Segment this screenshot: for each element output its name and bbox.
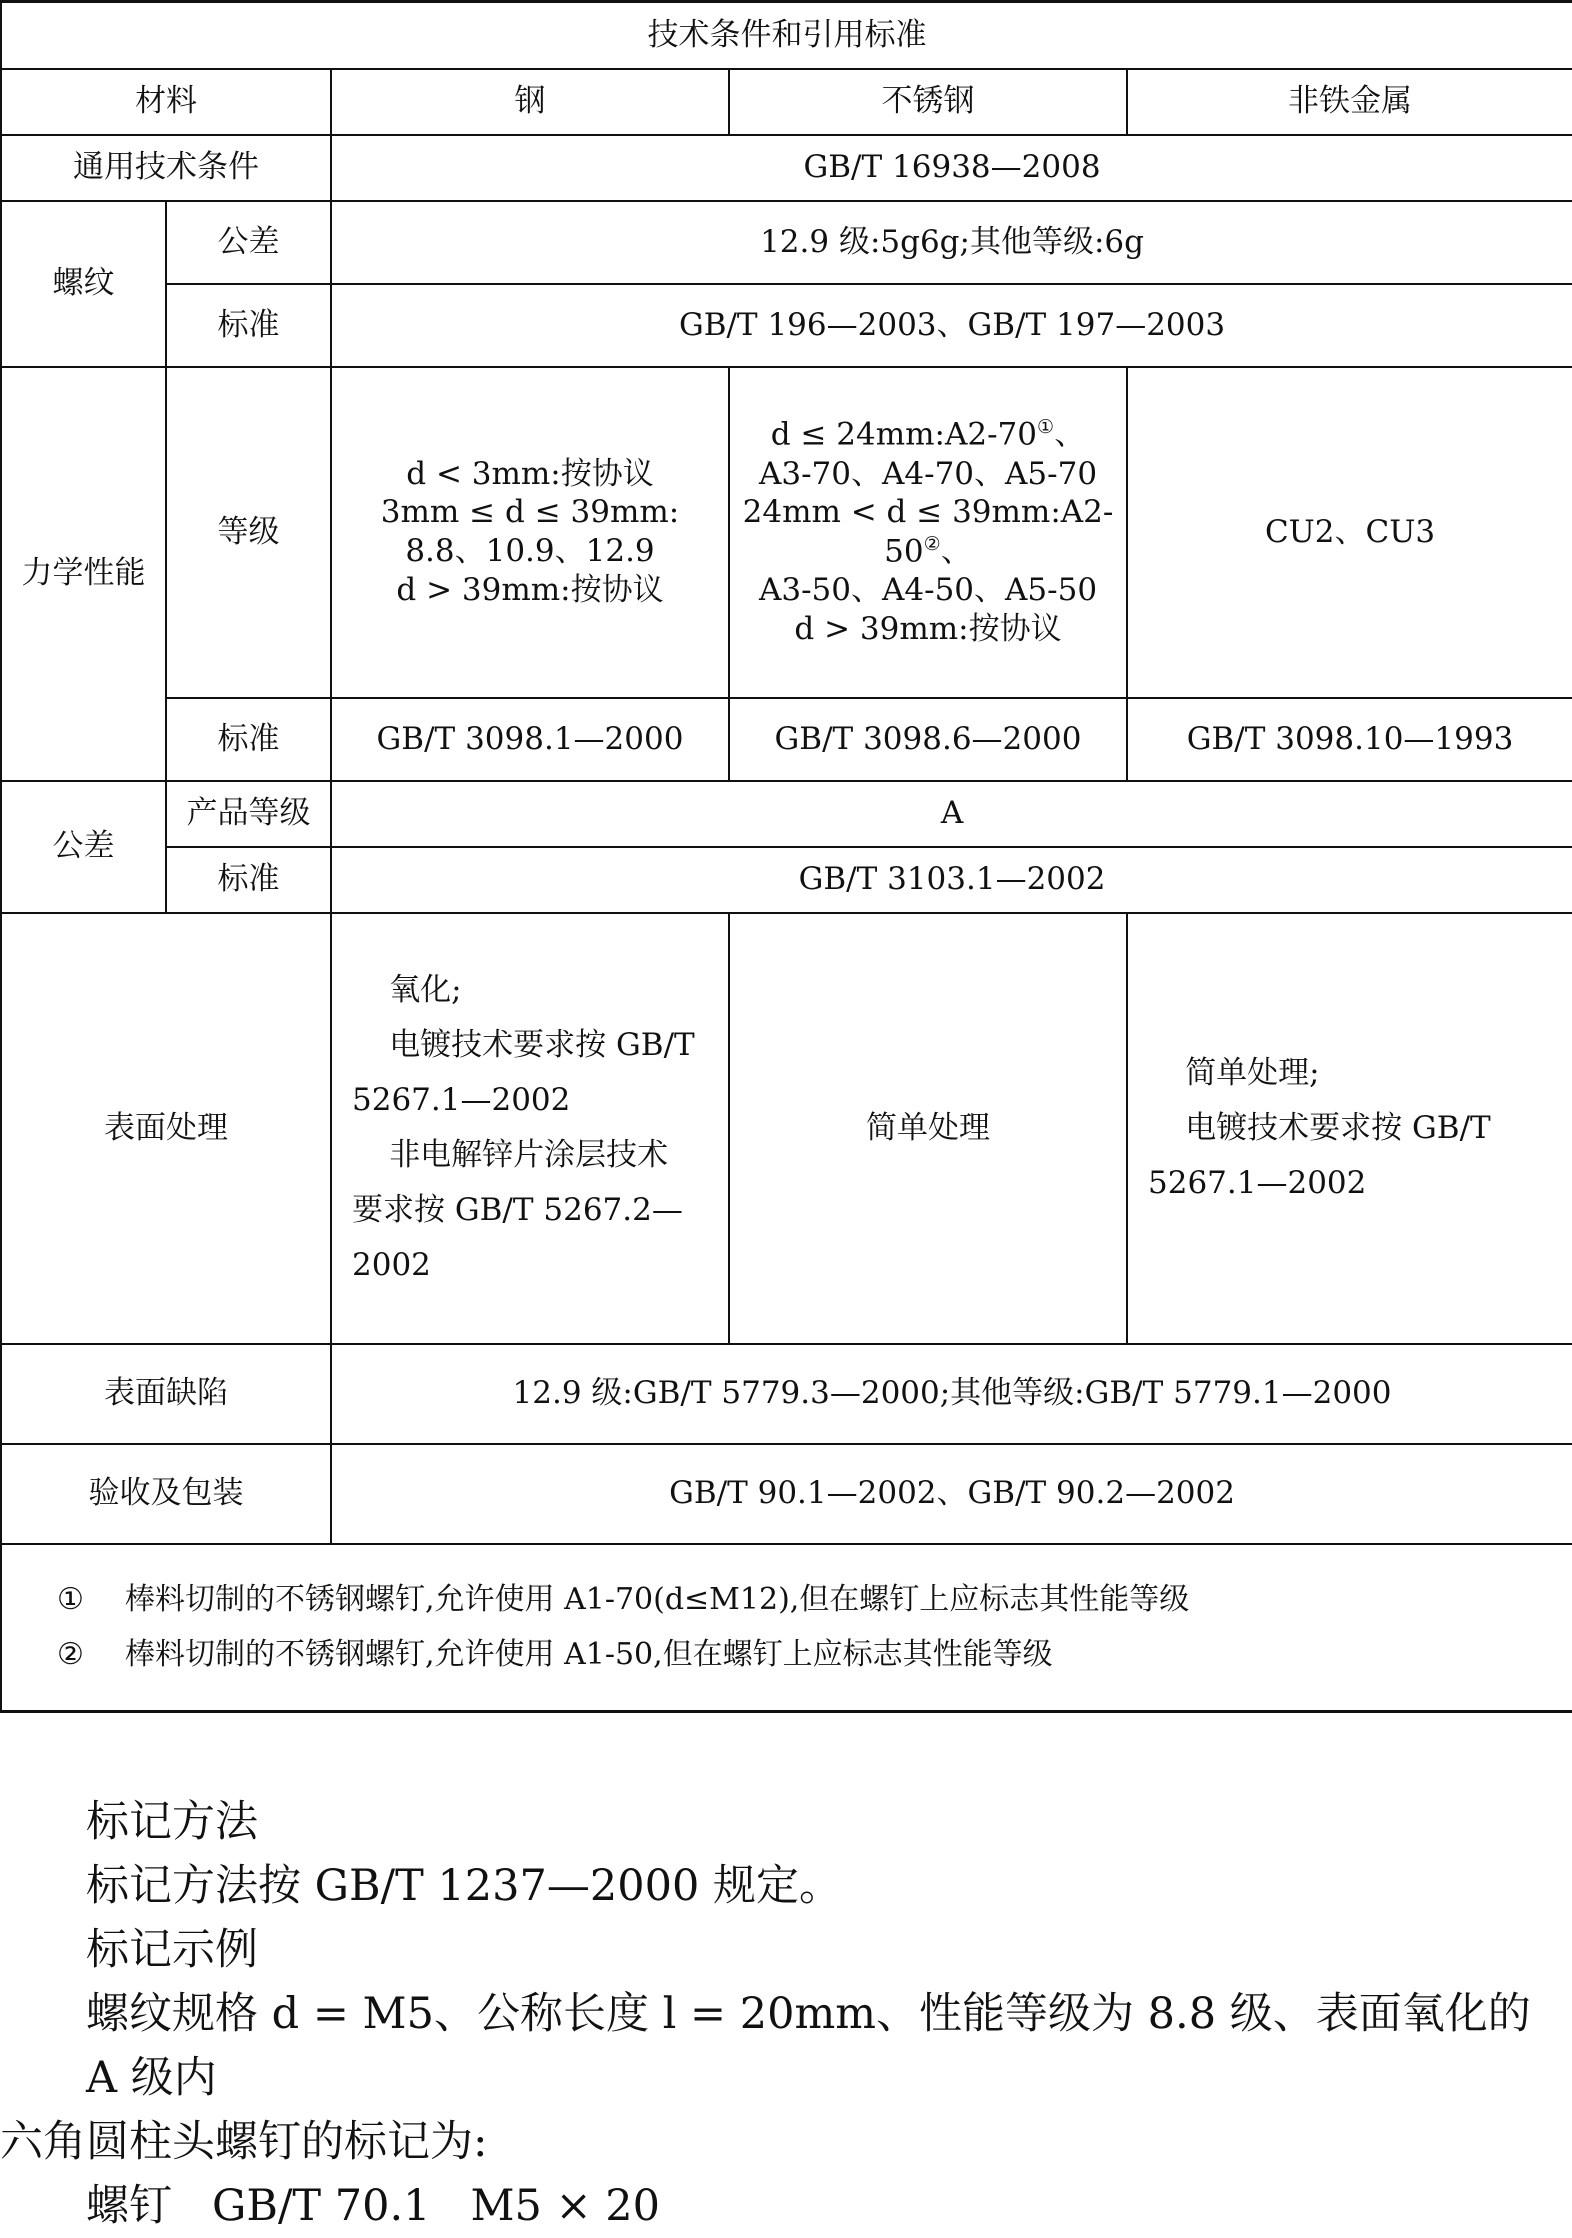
footnote-text: 棒料切制的不锈钢螺钉,允许使用 A1-50,但在螺钉上应标志其性能等级 — [125, 1637, 1053, 1673]
mechanical-grade-steel — [331, 367, 729, 698]
mechanical-grade-stainless — [729, 367, 1127, 698]
text-line: A3-70、A4-70、A5-70 — [758, 455, 1098, 492]
table-row — [1, 135, 1572, 201]
notes-row — [1, 1544, 1572, 1712]
thread-tolerance-value: 12.9 级:5g6g;其他等级:6g — [331, 201, 1572, 284]
text-line: 简单处理; — [1185, 1054, 1320, 1091]
table-row — [1, 698, 1572, 781]
text-line: 非电解锌片涂层技术 — [389, 1137, 669, 1173]
section-heading: 标记示例 — [86, 1925, 258, 1975]
paragraph: 标记方法按 GB/T 1237—2000 规定。 — [86, 1861, 842, 1911]
footnote-text: 棒料切制的不锈钢螺钉,允许使用 A1-70(d≤M12),但在螺钉上应标志其性能等级 — [125, 1582, 1190, 1618]
text-line: d > 39mm:按协议 — [794, 610, 1062, 647]
row-label-mechanical: 力学性能 — [1, 367, 166, 781]
mechanical-standard-stainless: GB/T 3098.6—2000 — [729, 698, 1127, 781]
text-line: 要求按 GB/T 5267.2— — [352, 1192, 683, 1228]
surface-nonferrous — [1127, 913, 1572, 1344]
header-steel: 钢 — [331, 69, 729, 135]
mechanical-standard-nonferrous: GB/T 3098.10—1993 — [1127, 698, 1572, 781]
tolerance-standard-value: GB/T 3103.1—2002 — [331, 847, 1572, 913]
row-label-tolerance: 公差 — [1, 781, 166, 913]
tolerance-grade-label: 产品等级 — [166, 781, 331, 847]
paragraph: 六角圆柱头螺钉的标记为: — [0, 2117, 488, 2167]
text-line: 电镀技术要求按 GB/T — [1185, 1109, 1491, 1146]
mechanical-grade-nonferrous: CU2、CU3 — [1127, 367, 1572, 698]
footnote-mark: ① — [57, 1582, 84, 1618]
table-row — [1, 847, 1572, 913]
surface-steel — [331, 913, 729, 1344]
defects-value: 12.9 级:GB/T 5779.3—2000;其他等级:GB/T 5779.1—2000 — [331, 1344, 1572, 1444]
table-row — [1, 367, 1572, 698]
table-row — [1, 913, 1572, 1344]
tolerance-standard-label: 标准 — [166, 847, 331, 913]
footnote-mark: ② — [57, 1637, 84, 1673]
table-row — [1, 284, 1572, 367]
row-label-general: 通用技术条件 — [1, 135, 331, 201]
header-material: 材料 — [1, 69, 331, 135]
acceptance-value: GB/T 90.1—2002、GB/T 90.2—2002 — [331, 1444, 1572, 1544]
thread-standard-label: 标准 — [166, 284, 331, 367]
text-line: 氧化; — [389, 972, 462, 1008]
example-standard: GB/T 70.1 — [212, 2181, 431, 2231]
header-nonferrous: 非铁金属 — [1127, 69, 1572, 135]
text-line: 3mm ≤ d ≤ 39mm: — [380, 494, 680, 531]
surface-steel-text — [332, 963, 728, 1293]
table-notes — [1, 1544, 1572, 1712]
text-line: d > 39mm:按协议 — [396, 571, 664, 608]
table-row — [1, 1344, 1572, 1444]
mechanical-grade-label: 等级 — [166, 367, 331, 698]
example-size: M5 × 20 — [470, 2181, 660, 2231]
text-line: d < 3mm:按协议 — [406, 455, 654, 492]
thread-tolerance-label: 公差 — [166, 201, 331, 284]
surface-nonferrous-text — [1128, 1046, 1572, 1211]
table-row — [1, 781, 1572, 847]
body-text — [0, 1790, 1572, 2238]
thread-standard-value: GB/T 196—2003、GB/T 197—2003 — [331, 284, 1572, 367]
table-row — [1, 201, 1572, 284]
tolerance-grade-value: A — [331, 781, 1572, 847]
footnote — [57, 1627, 1572, 1682]
paragraph: 螺纹规格 d = M5、公称长度 l = 20mm、性能等级为 8.8 级、表面氧化的 A 级内 — [86, 1989, 1531, 2103]
marking-example — [0, 2174, 1572, 2238]
table-header-row — [1, 69, 1572, 135]
surface-stainless: 简单处理 — [729, 913, 1127, 1344]
text-line: d ≤ 24mm:A2-70①、 — [770, 415, 1086, 453]
footnote — [57, 1572, 1572, 1627]
text-line: 5267.1—2002 — [1148, 1164, 1367, 1201]
text-line: 24mm < d ≤ 39mm:A2-50②、 — [742, 494, 1114, 570]
text-line: 5267.1—2002 — [352, 1082, 571, 1118]
section-heading: 标记方法 — [86, 1797, 258, 1847]
table-title-row — [1, 2, 1572, 69]
mechanical-standard-steel: GB/T 3098.1—2000 — [331, 698, 729, 781]
text-line: 2002 — [352, 1247, 431, 1283]
header-stainless: 不锈钢 — [729, 69, 1127, 135]
row-label-thread: 螺纹 — [1, 201, 166, 367]
example-word: 螺钉 — [86, 2181, 172, 2231]
text-line: 8.8、10.9、12.9 — [405, 533, 655, 569]
general-value: GB/T 16938—2008 — [331, 135, 1572, 201]
table-title: 技术条件和引用标准 — [1, 2, 1572, 69]
text-line: A3-50、A4-50、A5-50 — [758, 572, 1098, 609]
mechanical-standard-label: 标准 — [166, 698, 331, 781]
row-label-acceptance: 验收及包装 — [1, 1444, 331, 1544]
footnote-mark: ② — [923, 532, 941, 555]
text-line: 电镀技术要求按 GB/T — [389, 1027, 695, 1063]
row-label-defects: 表面缺陷 — [1, 1344, 331, 1444]
table-row — [1, 1444, 1572, 1544]
footnote-mark: ① — [1037, 415, 1055, 439]
row-label-surface: 表面处理 — [1, 913, 331, 1344]
